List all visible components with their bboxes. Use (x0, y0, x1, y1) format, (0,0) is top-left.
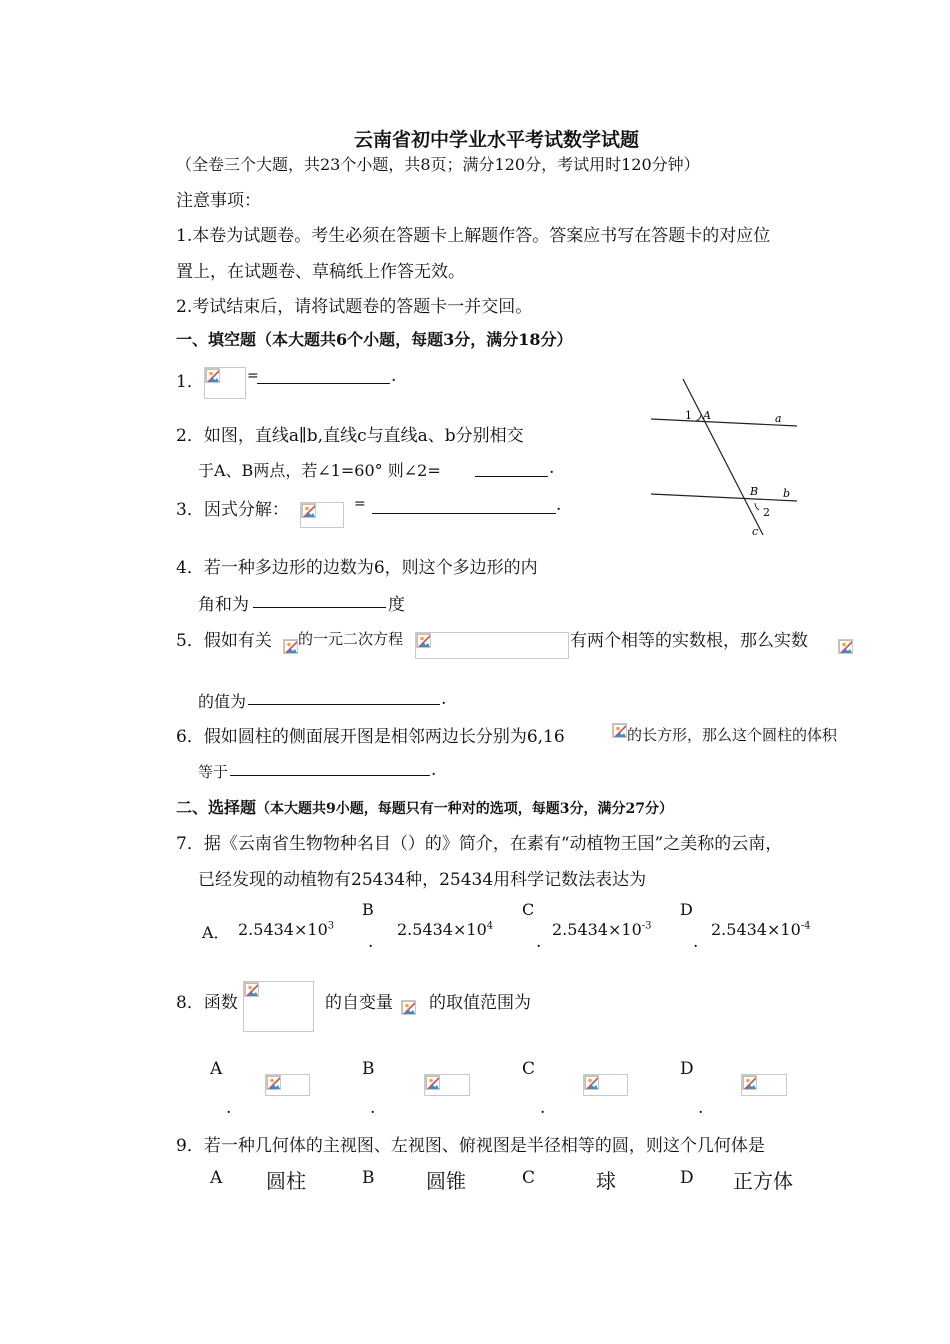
q1-number: 1． (176, 372, 204, 392)
notes-heading: 注意事项： (176, 191, 261, 211)
q7-option-b-base: 2.5434×10 (397, 920, 487, 939)
broken-image-icon (416, 633, 431, 648)
q5-part-a: 5．假如有关 (176, 631, 272, 651)
q8-option-a-dot: . (226, 1098, 232, 1118)
label-A: A (703, 409, 711, 422)
q8-part-a: 8．函数 (176, 993, 238, 1013)
q7-option-d-label[interactable]: D (680, 900, 693, 919)
q2-answer-blank[interactable] (475, 461, 548, 477)
broken-image-icon (742, 1075, 757, 1090)
broken-image-icon (266, 1075, 281, 1090)
line-c (683, 379, 763, 535)
q5-part-b: 的一元二次方程 (298, 630, 404, 648)
q7-option-c-value[interactable] (552, 920, 652, 939)
section1-heading: 一、填空题（本大题共6个小题，每题3分，满分18分） (176, 330, 573, 349)
q5-formula-frame (415, 632, 569, 659)
q7-option-b-value[interactable] (397, 920, 493, 939)
q8-option-c-dot: . (540, 1098, 546, 1118)
page-title: 云南省初中学业水平考试数学试题 (354, 129, 640, 151)
q7-option-d-value[interactable] (711, 920, 811, 939)
q9-option-b-label[interactable]: B (362, 1168, 375, 1188)
q7-option-c-base: 2.5434×10 (552, 920, 642, 939)
q8-option-d-label[interactable]: D (680, 1059, 694, 1079)
q9-line1: 9．若一种几何体的主视图、左视图、俯视图是半径相等的圆，则这个几何体是 (176, 1136, 765, 1156)
q4-unit: 度 (388, 595, 405, 615)
notes-item2: 2.考试结束后，请将试题卷的答题卡一并交回。 (176, 297, 533, 317)
section2-heading-detail: （本大题共9小题，每题只有一种对的选项，每题3分，满分27分） (256, 801, 673, 817)
q1-period: . (391, 366, 397, 386)
q9-option-c-label[interactable]: C (522, 1168, 536, 1188)
q7-option-c-exponent: -3 (641, 920, 652, 932)
q7-line1: 7．据《云南省生物物种名目（）的》简介，在素有“动植物王国”之美称的云南， (176, 834, 783, 854)
q7-option-d-base: 2.5434×10 (711, 920, 801, 939)
q8-part-b: 的自变量 (325, 993, 393, 1013)
q9-option-c-text[interactable]: 球 (596, 1169, 616, 1193)
label-2: 2 (763, 506, 770, 519)
q8-option-d-dot: . (698, 1098, 704, 1118)
q7-option-a-base: 2.5434×10 (238, 920, 328, 939)
angle-2-arc (755, 503, 759, 510)
label-c: c (752, 525, 759, 538)
q9-option-b-text[interactable]: 圆锥 (426, 1169, 466, 1193)
q7-option-c-label[interactable]: C (522, 900, 535, 919)
label-B: B (750, 485, 759, 498)
label-a: a (775, 412, 782, 425)
q4-line1: 4．若一种多边形的边数为6，则这个多边形的内 (176, 558, 538, 578)
label-b: b (783, 487, 791, 500)
broken-image-icon (584, 1075, 599, 1090)
parallel-lines-figure (645, 375, 805, 540)
q4-answer-blank[interactable] (253, 592, 386, 608)
q3-text: 3．因式分解： (176, 500, 289, 520)
q7-option-a-exponent: 3 (327, 920, 335, 932)
notes-item1-line2: 置上，在试题卷、草稿纸上作答无效。 (176, 262, 465, 282)
q7-option-b-label[interactable]: B (362, 900, 374, 919)
q6-part-a: 6．假如圆柱的侧面展开图是相邻两边长分别为6,16 (176, 727, 565, 747)
q5-line2: 的值为 (198, 692, 247, 711)
q7-option-d-dot: . (693, 932, 699, 952)
broken-image-icon (283, 639, 298, 654)
q3-equals: = (354, 496, 366, 512)
q7-option-b-exponent: 4 (486, 920, 494, 932)
q3-period: . (556, 495, 562, 515)
q6-part-b: 的长方形，那么这个圆柱的体积 (627, 726, 838, 744)
q8-option-b-dot: . (370, 1098, 376, 1118)
q7-option-c-dot: . (536, 932, 542, 952)
notes-item1-line1: 1.本卷为试题卷。考生必须在答题卡上解题作答。答案应书写在答题卡的对应位 (176, 226, 771, 246)
q6-line2: 等于 (198, 763, 229, 781)
q9-option-a-text[interactable]: 圆柱 (266, 1169, 306, 1193)
q7-line2: 已经发现的动植物有25434种，25434用科学记数法表达为 (198, 870, 647, 890)
q8-option-a-label[interactable]: A (210, 1059, 223, 1079)
q1-answer-blank[interactable] (257, 368, 390, 384)
section2-heading-main: 二、选择题 (176, 798, 257, 817)
q7-option-a-label[interactable]: A． (202, 923, 230, 942)
q7-option-b-dot: . (368, 932, 374, 952)
q5-period: . (441, 689, 447, 709)
broken-image-icon (301, 503, 316, 518)
q5-part-c: 有两个相等的实数根，那么实数 (570, 631, 808, 651)
angle-1-arc (696, 415, 701, 421)
q8-option-b-label[interactable]: B (362, 1059, 375, 1079)
q8-option-c-label[interactable]: C (522, 1059, 536, 1079)
q5-answer-blank[interactable] (248, 689, 440, 705)
broken-image-icon (401, 1000, 416, 1015)
q4-line2: 角和为 (198, 595, 249, 615)
page-subtitle: （全卷三个大题，共23个小题，共8页；满分120分，考试用时120分钟） (176, 155, 700, 174)
q9-option-d-text[interactable]: 正方体 (733, 1169, 793, 1193)
q6-period: . (431, 760, 437, 780)
q9-option-d-label[interactable]: D (680, 1168, 694, 1188)
label-1: 1 (685, 409, 692, 422)
q3-answer-blank[interactable] (372, 498, 556, 514)
q6-answer-blank[interactable] (230, 760, 430, 776)
q9-option-a-label[interactable]: A (210, 1168, 223, 1188)
broken-image-icon (205, 368, 220, 383)
broken-image-icon (425, 1075, 440, 1090)
section2-heading (176, 795, 673, 818)
q2-line2: 于A、B两点，若∠1=60° 则∠2= (198, 461, 441, 480)
line-b (651, 494, 797, 501)
broken-image-icon (244, 982, 259, 997)
q2-line1: 2．如图，直线a∥b,直线c与直线a、b分别相交 (176, 426, 524, 446)
q7-option-d-exponent: -4 (800, 920, 811, 932)
q7-option-a-value[interactable] (238, 920, 334, 939)
broken-image-icon (612, 723, 627, 738)
q8-part-c: 的取值范围为 (429, 993, 531, 1013)
broken-image-icon (838, 639, 853, 654)
q2-period: . (549, 458, 555, 478)
q1-equals: = (247, 368, 259, 384)
